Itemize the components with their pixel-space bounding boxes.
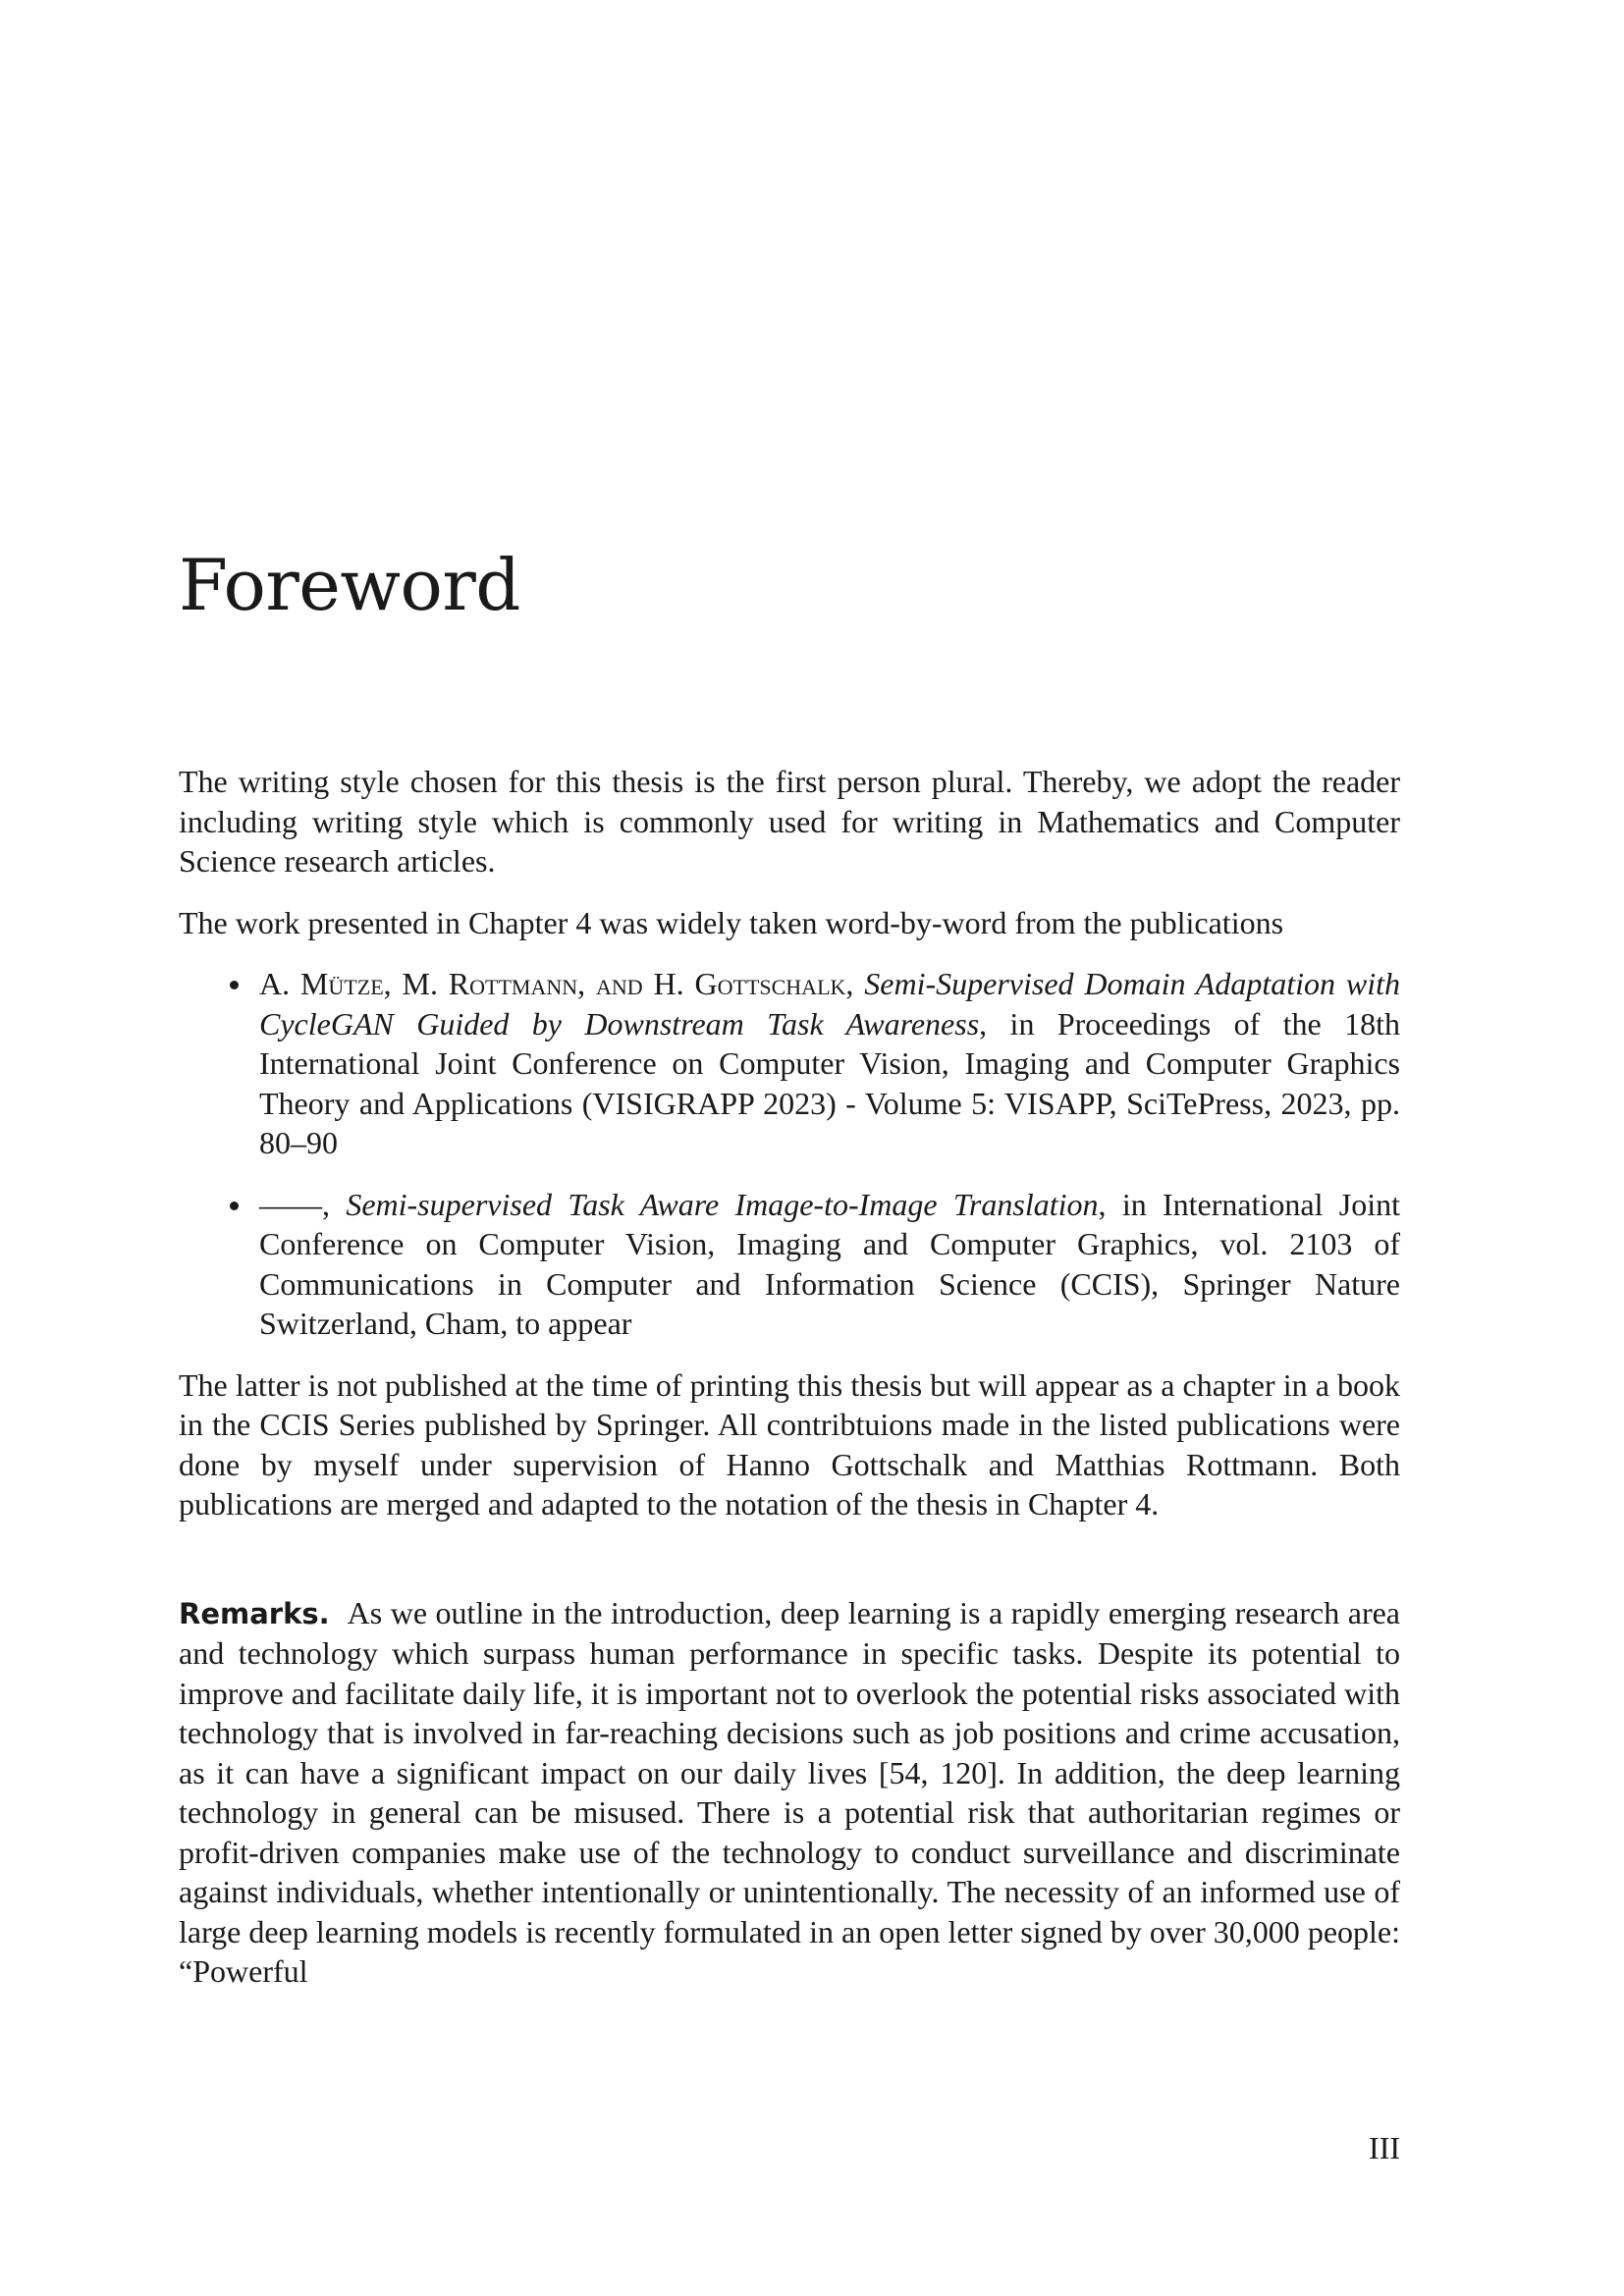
writing-style-paragraph: The writing style chosen for this thesis is the first person plural. Thereby, we adopt the reader including writing style which is commonly used for writing in Mathematics and Computer Science research articles. — [179, 764, 1400, 879]
remarks-label: Remarks. — [179, 1596, 330, 1630]
page-number: III — [1369, 2130, 1400, 2165]
remarks-text: As we outline in the introduction, deep learning is a rapidly emerging research area and technology which surpass human performance in specific tasks. Despite its potential to improve and facilitate daily life, it is important not to overlook the potential risks associated with technology that is involved in far-reaching decisions such as job positions and crime accusation, as it can have a significant impact on our daily lives [54, 120]. In addition, the deep learning technology in general can be misused. There is a potential risk that authoritarian regimes or profit-driven companies make use of the technology to conduct surveillance and discriminate against individuals, whether intentionally or unintentionally. The necessity of an informed use of large deep learning models is recently formulated in an open letter signed by over 30,000 people: “Powerful — [179, 1594, 1400, 1989]
body-text — [179, 762, 1400, 1992]
chapter-title: Foreword — [179, 544, 520, 626]
publication-details: , in International Joint Conference on Computer Vision, Imaging and Computer Graphics, vol. 2103 of Communications in Computer and Information Science (CCIS), Springer Nature Switzerland, Cham, to appear — [259, 1186, 1401, 1341]
publication-list — [179, 964, 1400, 1344]
publication-authors: —— — [259, 1186, 322, 1222]
publication-title: Semi-supervised Task Aware Image-to-Image Translation — [346, 1186, 1099, 1222]
publication-title: Semi-Supervised Domain Adaptation with CycleGAN Guided by Downstream Task Awareness — [259, 966, 1401, 1041]
latter-paragraph: The latter is not published at the time of printing this thesis but will appear as a chapter in a book in the CCIS Series published by Springer. All contribtuions made in the listed publications were done by myself under supervision of Hanno Gottschalk and Matthias Rottmann. Both publications are merged and adapted to the notation of the thesis in Chapter 4. — [179, 1366, 1400, 1522]
remarks-paragraph — [179, 1593, 1400, 1992]
publication-item: ——, Semi-supervised Task Aware Image-to-Image Translation, in International Joint Conference on Computer Vision, Imaging and Computer Graphics, vol. 2103 of Communications in Computer and Information Science (CCIS), Springer Nature Switzerland, Cham, to appear — [259, 1185, 1400, 1344]
publication-authors: A. Mütze, M. Rottmann, and H. Gottschalk — [259, 966, 846, 1001]
work-intro-paragraph: The work presented in Chapter 4 was widely taken word-by-word from the publications — [179, 904, 1284, 940]
publication-item: A. Mütze, M. Rottmann, and H. Gottschalk, Semi-Supervised Domain Adaptation with CycleGAN Guided by Downstream Task Awareness, in Proceedings of the 18th International Joint Conference on Computer Vision, Imaging and Computer Graphics Theory and Applications (VISIGRAPP 2023) - Volume 5: VISAPP, SciTePress, 2023, pp. 80–90 — [259, 964, 1400, 1163]
publication-details: , in Proceedings of the 18th International Joint Conference on Computer Vision, Imaging and Computer Graphics Theory and Applications (VISIGRAPP 2023) - Volume 5: VISAPP, SciTePress, 2023, pp. 80–90 — [259, 1005, 1401, 1160]
